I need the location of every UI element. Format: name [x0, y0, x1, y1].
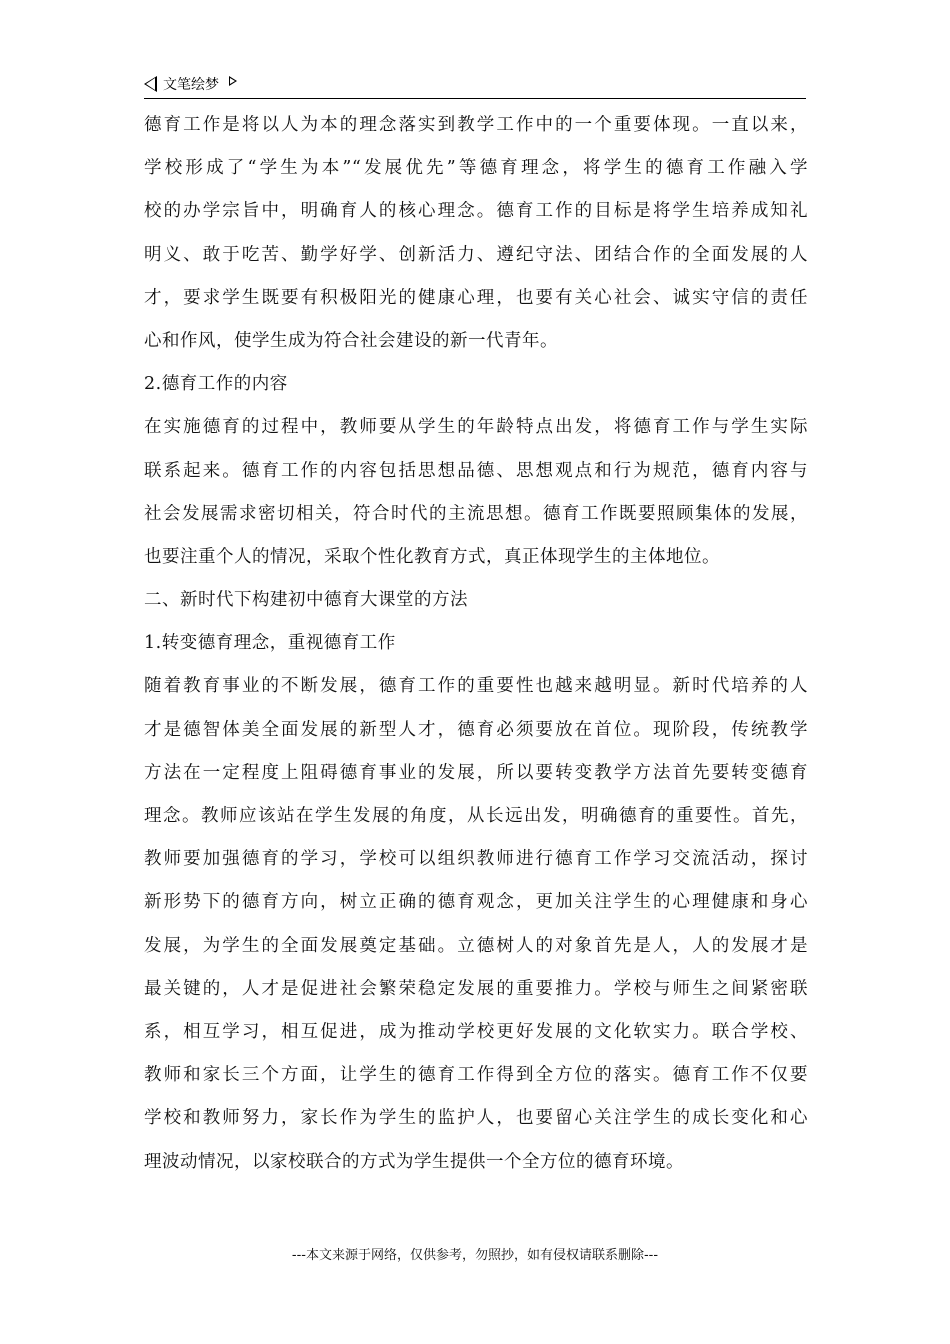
text-line: 理念。教师应该站在学生发展的角度，从长远出发，明确德育的重要性。首先， — [144, 806, 808, 826]
section-heading: 二、新时代下构建初中德育大课堂的方法 — [144, 590, 468, 611]
text-line: 系，相互学习，相互促进，成为推动学校更好发展的文化软实力。联合学校、 — [144, 1021, 808, 1042]
text-line: 方法在一定程度上阻碍德育事业的发展，所以要转变教学方法首先要转变德育 — [144, 762, 808, 783]
subsection-heading: 1.转变德育理念，重视德育工作 — [144, 633, 396, 654]
header-brand — [144, 74, 237, 94]
text-line: 发展，为学生的全面发展奠定基础。立德树人的对象首先是人，人的发展才是 — [144, 935, 808, 956]
triangle-left-icon — [144, 76, 157, 92]
text-line: 德育工作是将以人为本的理念落实到教学工作中的一个重要体现。一直以来， — [144, 115, 808, 135]
page-footer: ---本文来源于网络，仅供参考，勿照抄，如有侵权请联系删除--- — [291, 1248, 659, 1263]
page-header — [144, 70, 806, 99]
header-title: 文笔绘梦 — [163, 77, 219, 93]
text-line: 社会发展需求密切相关，符合时代的主流思想。德育工作既要照顾集体的发展， — [144, 503, 808, 524]
text-line: 学校和教师努力，家长作为学生的监护人，也要留心关注学生的成长变化和心 — [144, 1108, 808, 1129]
section-heading: 2.德育工作的内容 — [144, 374, 288, 395]
triangle-right-icon — [229, 76, 237, 86]
text-line: 才，要求学生既要有积极阳光的健康心理，也要有关心社会、诚实守信的责任 — [144, 287, 808, 308]
text-line: 明义、敢于吃苦、勤学好学、创新活力、遵纪守法、团结合作的全面发展的人 — [144, 244, 808, 265]
text-line: 也要注重个人的情况，采取个性化教育方式，真正体现学生的主体地位。 — [144, 546, 720, 567]
text-line: 新形势下的德育方向，树立正确的德育观念，更加关注学生的心理健康和身心 — [144, 892, 808, 913]
text-line: 在实施德育的过程中，教师要从学生的年龄特点出发，将德育工作与学生实际 — [144, 417, 808, 438]
text-line: 理波动情况，以家校联合的方式为学生提供一个全方位的德育环境。 — [144, 1151, 684, 1172]
text-line: 心和作风，使学生成为符合社会建设的新一代青年。 — [144, 330, 558, 351]
text-line: 教师要加强德育的学习，学校可以组织教师进行德育工作学习交流活动，探讨 — [144, 849, 808, 870]
text-line: 最关键的，人才是促进社会繁荣稳定发展的重要推力。学校与师生之间紧密联 — [144, 978, 808, 999]
text-line: 才是德智体美全面发展的新型人才，德育必须要放在首位。现阶段，传统教学 — [144, 719, 808, 740]
document-body — [144, 104, 808, 1184]
text-line: 校的办学宗旨中，明确育人的核心理念。德育工作的目标是将学生培养成知礼 — [144, 201, 808, 222]
text-line: 联系起来。德育工作的内容包括思想品德、思想观点和行为规范，德育内容与 — [144, 460, 808, 481]
text-line: 随着教育事业的不断发展，德育工作的重要性也越来越明显。新时代培养的人 — [144, 676, 808, 697]
text-line: 学校形成了“学生为本”“发展优先”等德育理念，将学生的德育工作融入学 — [144, 158, 808, 179]
text-line: 教师和家长三个方面，让学生的德育工作得到全方位的落实。德育工作不仅要 — [144, 1065, 808, 1086]
